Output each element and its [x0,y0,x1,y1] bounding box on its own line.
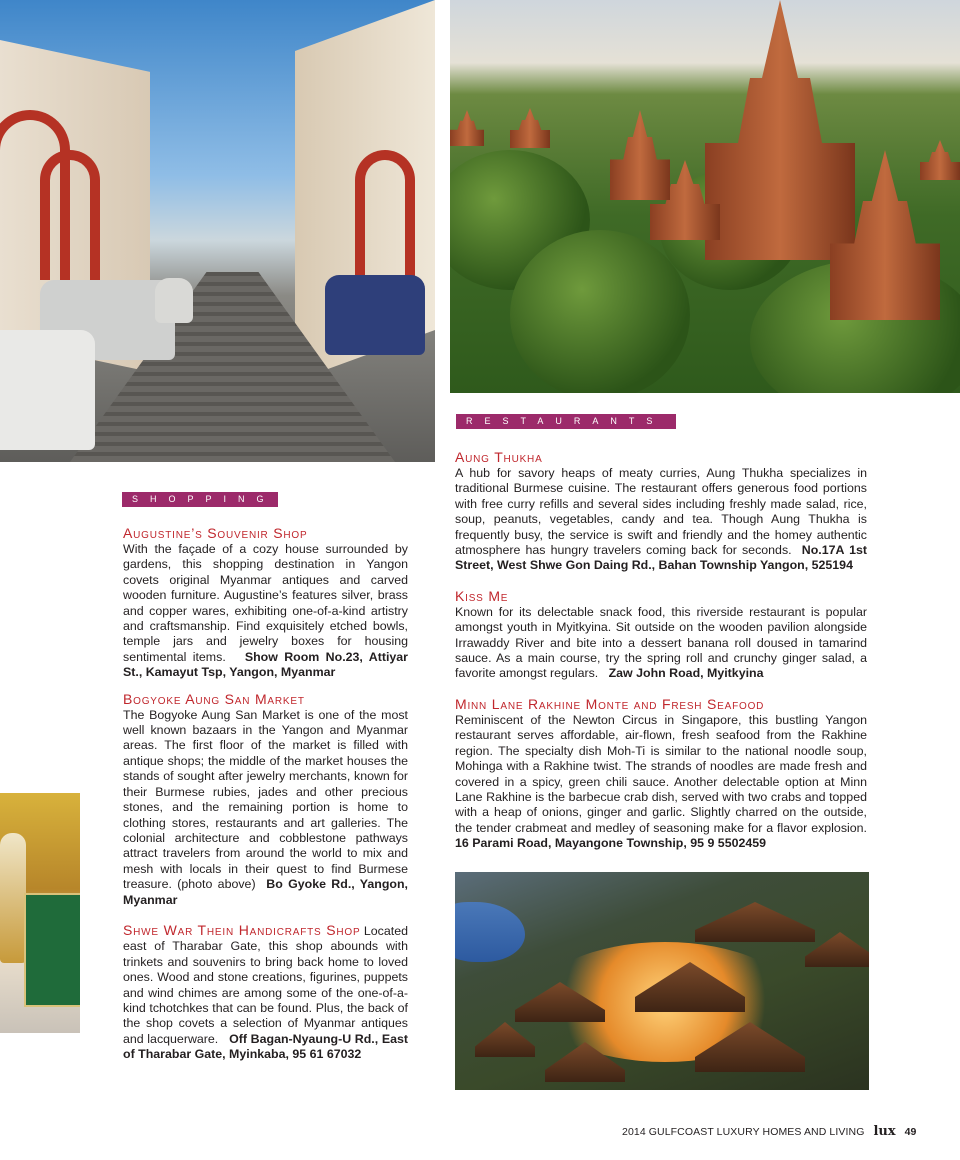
restaurant-address: Zaw John Road, Myitkyina [608,666,764,681]
restaurant-entry [455,696,867,852]
page-footer [622,1124,922,1139]
brand-logo: lux [873,1124,896,1139]
market-street-photo [0,0,435,462]
restaurant-address: 16 Parami Road, Mayangone Township, 95 9 5502459 [455,836,767,851]
restaurants-column [455,449,867,862]
restaurant-entry [455,588,867,682]
resort-aerial-photo [455,872,869,1090]
shopping-column [123,525,408,1073]
restaurant-name: Minn Lane Rakhine Monte and Fresh Seafood [455,695,765,712]
restaurant-description: Reminiscent of the Newton Circus in Singapore, this bustling Yangon restaurant serves affordable, air-flown, fresh seafood from the Rakhine region. The specialty dish Moh-Ti is similar to the national noodle soup, Mohinga with a Rakhine twist. The strands of noodles are made fresh and covered in a spicy, green chili sauce. Another delectable option at Minn Lane Rakhine is the barbecue crab dish, served with two crabs and topped with a heap of onions, ginger and garlic. Slightly charred on the outside, the tender crabmeat and medley of seasoning make for a flavor explosion. [455,712,867,835]
shop-name: Shwe War Thein Handicrafts Shop [123,921,361,938]
shop-description: With the façade of a cozy house surrounded by gardens, this shopping destination in Yangon covets original Myanmar antiques and carved wooden furniture. Augustine’s features silver, brass and copper wares, exhibiting one-of-a-kind artistry and craftsmanship. Find exquisitely etched bowls, temple jars and jewelry boxes for housing sentimental items. [123,542,408,664]
shop-name: Bogyoke Aung San Market [123,690,305,707]
shop-name: Augustine’s Souvenir Shop [123,525,308,541]
shop-entry [123,525,408,681]
shop-entry [123,922,408,1063]
restaurant-description: A hub for savory heaps of meaty curries, Aung Thukha specializes in traditional Burmese cuisine. The restaurant offers generous food portions with free curry refills and several sides including freshly made salad, rice, soup, peanuts, vegetables, candy and tea. Though Aung Thukha is frequently busy, the service is swift and friendly and the homey authentic atmosphere has hungry travelers coming back for seconds. [455,466,867,558]
shrine-photo [0,793,80,1033]
shopping-section-tag: SHOPPING [122,492,278,507]
publication-name: 2014 GULFCOAST LUXURY HOMES AND LIVING [622,1126,865,1138]
restaurant-name: Aung Thukha [455,449,543,465]
page-number: 49 [904,1126,917,1138]
restaurant-entry [455,449,867,574]
shop-address: Show Room No.23, Attiyar St., Kamayut Tsp, Yangon, Myanmar [123,649,408,680]
shop-description: Located east of Tharabar Gate, this shop abounds with trinkets and souvenirs to bring back home to loved ones. Wood and stone creations, figurines, puppets and wind chimes are among some of the one-of-a-kind tchotchkes that can be found. Plus, the back of the shop covets a selection of Myanmar antiques and lacquerware. [123,923,408,1046]
restaurant-address: No.17A 1st Street, West Shwe Gon Daing Rd., Bahan Township Yangon, 525194 [455,543,868,573]
restaurant-description: Known for its delectable snack food, this riverside restaurant is popular amongst youth in Myitkyina. Sit outside on the wooden pavilion alongside Irrawaddy River and bite into a dessert banana roll doused in tamarind sauce. As a main course, try the spring roll and crunchy ginger salad, a favorite amongst regulars. [455,604,867,681]
shop-address: Off Bagan-Nyaung-U Rd., East of Tharabar Gate, Myinkaba, 95 61 67032 [123,1031,408,1062]
restaurant-name: Kiss Me [455,587,509,604]
shop-description: The Bogyoke Aung San Market is one of the most well known bazaars in the Yangon and Myanmar areas. The first floor of the market is filled with antique shops; the middle of the market houses the stands of sought after jewelry merchants, known for their Burmese rubies, jades and other precious stones, and the remaining portion is home to clothing stores, restaurants and art galleries. The colonial architecture and cobblestone pathways attract travelers from around the world to mix and mesh with locals in their quest to find Burmese treasure. (photo above) [123,707,408,892]
bagan-temples-photo [450,0,960,393]
shop-address: Bo Gyoke Rd., Yangon, Myanmar [123,877,408,907]
restaurants-section-tag: RESTAURANTS [456,414,676,429]
shop-entry [123,691,408,908]
